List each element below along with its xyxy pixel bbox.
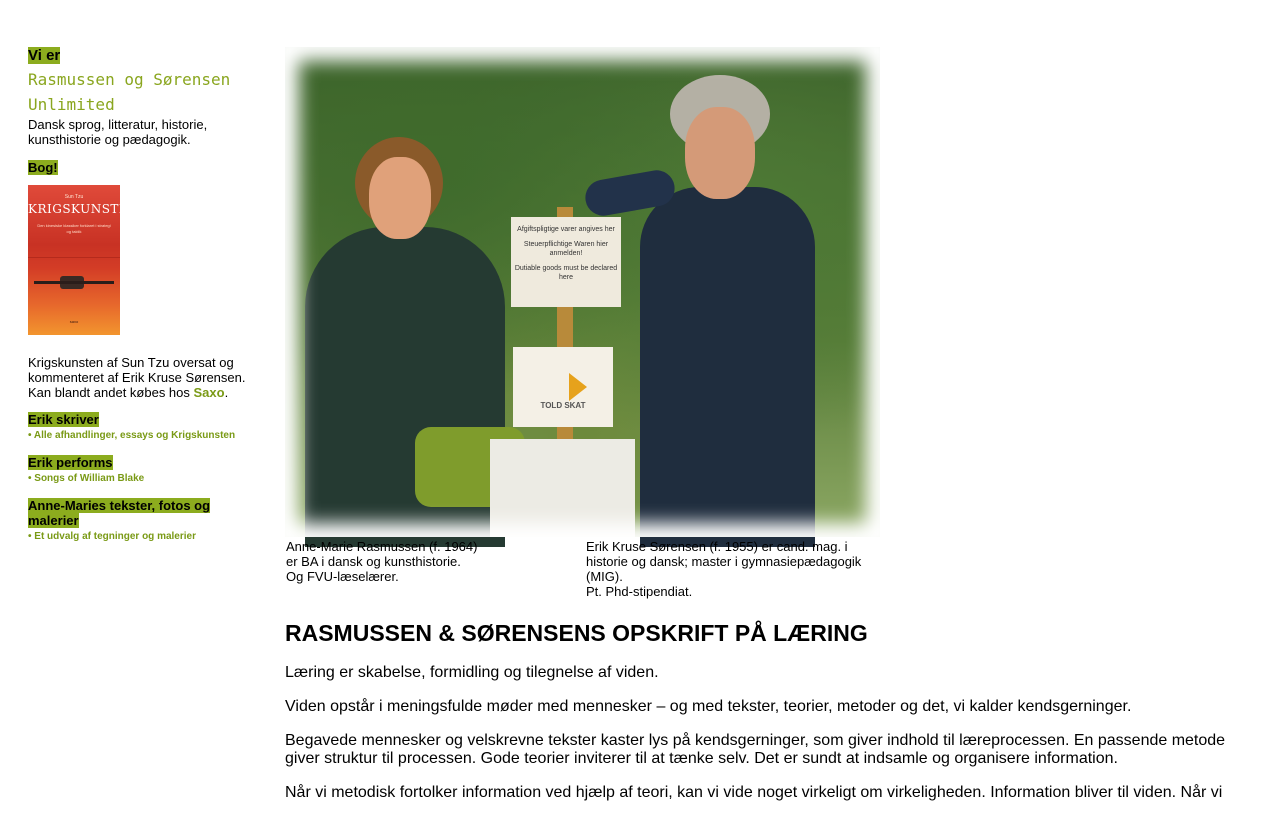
site-tagline: Dansk sprog, litteratur, historie, kunsthistorie og pædagogik. [28, 117, 208, 147]
book-heading: Bog! [28, 160, 58, 175]
section-heading: Erik skriver [28, 412, 99, 427]
sign-line: Steuerpflichtige Waren hier anmelden! [523, 241, 609, 257]
period: . [224, 385, 229, 400]
essays-link[interactable]: • Alle afhandlinger, essays og Krigskunsten [28, 430, 236, 441]
sidebar [28, 47, 250, 543]
blake-songs-link[interactable]: • Songs of William Blake [28, 473, 145, 484]
book-description-text: Krigskunsten af Sun Tzu oversat og kommenteret af Erik Kruse Sørensen. Kan blandt andet købes hos [28, 355, 246, 400]
book-cover-author: Sun Tzu [64, 194, 84, 200]
caption-line: Erik Kruse Sørensen (f. 1955) er cand. mag. i historie og dansk; master i gymnasiepædagogik (MIG). [586, 539, 862, 584]
cover-band [28, 257, 120, 258]
intro-label: Vi er [28, 47, 61, 64]
book-cover-publisher: saxo [69, 319, 79, 324]
drawings-link[interactable]: • Et udvalg af tegninger og malerier [28, 531, 196, 542]
main-content [285, 620, 1245, 818]
book-cover-image[interactable] [28, 185, 140, 335]
brand-line-2[interactable]: Unlimited [28, 95, 115, 114]
caption-line: Anne-Marie Rasmussen (f. 1964) [286, 539, 478, 554]
caption-line: Pt. Phd-stipendiat. [586, 584, 693, 599]
section-erik-skriver [28, 412, 250, 442]
section-heading: Erik performs [28, 455, 113, 470]
caption-erik [586, 539, 876, 599]
brand-line-1[interactable]: Rasmussen og Sørensen [28, 70, 231, 89]
paragraph: Når vi metodisk fortolker information ved hjælp af teori, kan vi vide noget virkeligt om virkeligheden. Information bliver til viden. Når vi [285, 784, 1223, 801]
paragraph: Viden opstår i meningsfulde møder med mennesker – og med tekster, teorier, metoder og det, vi kalder kendsgerninger. [285, 698, 1132, 715]
page-title: RASMUSSEN & SØRENSENS OPSKRIFT PÅ LÆRING [285, 620, 868, 646]
sign-line: Afgiftspligtige varer angives her [517, 226, 615, 233]
sword-graphic [34, 281, 114, 284]
paragraph: Læring er skabelse, formidling og tilegnelse af viden. [285, 664, 659, 681]
book-description [28, 355, 250, 400]
photo-vignette [285, 47, 880, 537]
section-erik-performs [28, 455, 250, 485]
caption-line: Og FVU-læselærer. [286, 569, 399, 584]
portrait-photo [285, 47, 880, 537]
book-cover-title: KRIGSKUNSTEN [28, 202, 140, 216]
customs-box: TOLD SKAT [513, 347, 613, 427]
section-anne-marie [28, 498, 218, 543]
paragraph: Begavede mennesker og velskrevne tekster kaster lys på kendsgerninger, som giver indhold til læreprocessen. En passende metode giver struktur til processen. Gode teorier inviterer til at tænke selv. Det er sundt at indsamle og organisere information. [285, 732, 1226, 767]
section-heading: Anne-Maries tekster, fotos og malerier [28, 498, 211, 528]
caption-line: er BA i dansk og kunsthistorie. [286, 554, 461, 569]
site-brand[interactable] [28, 67, 250, 117]
book-heading-wrap [28, 160, 250, 175]
caption-anne-marie [286, 539, 566, 584]
book-cover-subtitle: Den kinesiske klassiker forklaret i strategi og taktik [37, 223, 111, 234]
sign-line: Dutiable goods must be declared here [514, 265, 618, 281]
saxo-link[interactable]: Saxo [193, 385, 225, 400]
